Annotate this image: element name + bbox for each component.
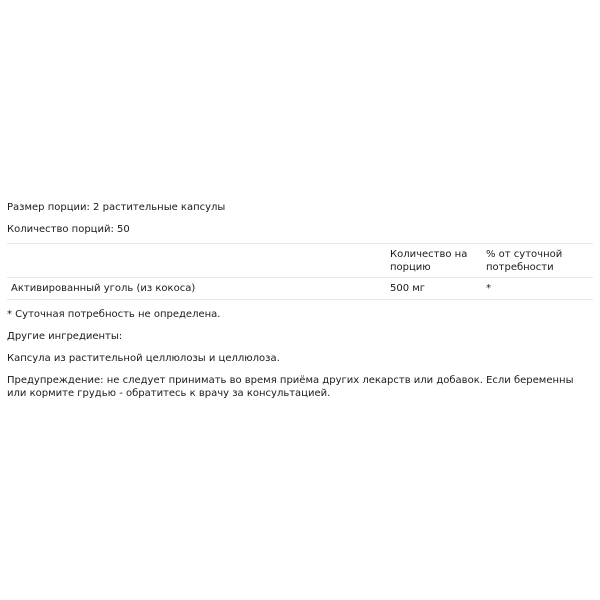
- warning-text: Предупреждение: не следует принимать во время приёма других лекарств или добавок. Если беременны или кормите грудью - обратитесь к врачу за консультацией.: [7, 375, 574, 399]
- serving-size: Размер порции: 2 растительные капсулы: [7, 202, 226, 213]
- other-ingredients-title: Другие ингредиенты:: [7, 331, 123, 342]
- table-header-name: [7, 244, 390, 278]
- servings-per-container: Количество порций: 50: [7, 224, 130, 235]
- amount-header-line2: порцию: [390, 262, 431, 273]
- other-ingredients-text: Капсула из растительной целлюлозы и целлюлоза.: [7, 353, 280, 364]
- amount-header-line1: Количество на: [390, 249, 468, 260]
- table-header-row: [7, 244, 593, 278]
- dv-header-line1: % от суточной: [486, 249, 563, 260]
- table-row: [7, 278, 593, 300]
- table-header-daily-value: [486, 244, 593, 278]
- ingredient-name: Активированный уголь (из кокоса): [7, 278, 390, 300]
- ingredient-amount: 500 мг: [390, 278, 486, 300]
- supplement-facts-table: [7, 243, 593, 300]
- table-header-amount: [390, 244, 486, 278]
- dv-header-line2: потребности: [486, 262, 554, 273]
- daily-value-footnote: * Суточная потребность не определена.: [7, 309, 221, 320]
- ingredient-daily-value: *: [486, 278, 593, 300]
- supplement-facts: [7, 201, 595, 400]
